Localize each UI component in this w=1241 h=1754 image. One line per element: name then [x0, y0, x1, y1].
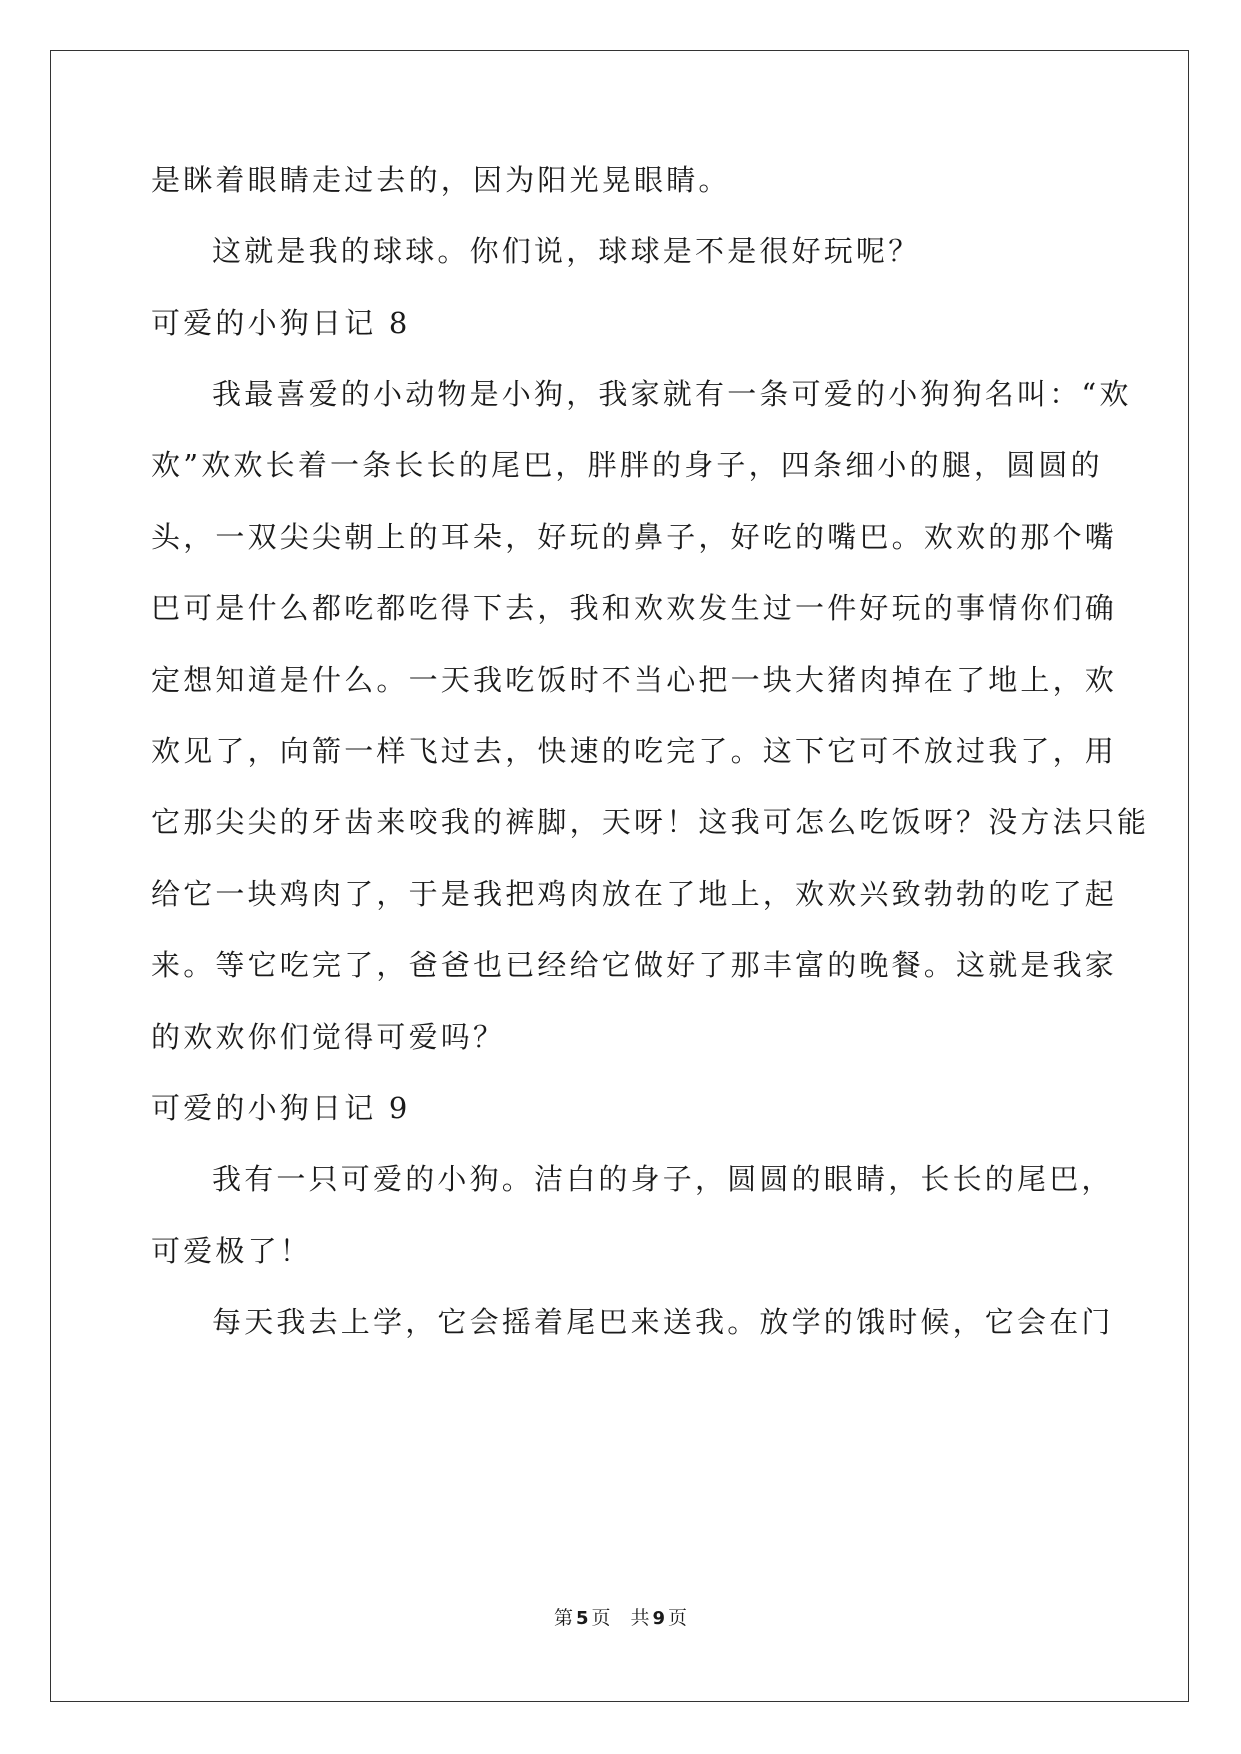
total-pages: 9 [652, 1608, 666, 1629]
text-line: 它那尖尖的牙齿来咬我的裤脚，天呀！这我可怎么吃饭呀？没方法只能 [151, 805, 1150, 839]
total-prefix: 共 [630, 1607, 650, 1629]
total-suffix: 页 [668, 1607, 688, 1629]
section-heading: 可爱的小狗日记 9 [151, 1091, 411, 1125]
text-line: 每天我去上学，它会摇着尾巴来送我。放学的饿时候，它会在门 [212, 1305, 1114, 1339]
text-line: 定想知道是什么。一天我吃饭时不当心把一块大猪肉掉在了地上，欢 [151, 663, 1118, 697]
text-line: 给它一块鸡肉了，于是我把鸡肉放在了地上，欢欢兴致勃勃的吃了起 [151, 877, 1118, 911]
text-line: 可爱极了！ [151, 1234, 313, 1268]
text-line: 欢见了，向箭一样飞过去，快速的吃完了。这下它可不放过我了，用 [151, 734, 1118, 768]
section-heading: 可爱的小狗日记 8 [151, 306, 411, 340]
text-line: 来。等它吃完了，爸爸也已经给它做好了那丰富的晚餐。这就是我家 [151, 948, 1118, 982]
text-line: 巴可是什么都吃都吃得下去，我和欢欢发生过一件好玩的事情你们确 [151, 591, 1118, 625]
text-line: 这就是我的球球。你们说，球球是不是很好玩呢？ [212, 234, 921, 268]
page-prefix: 第 [553, 1607, 573, 1629]
text-line: 头，一双尖尖朝上的耳朵，好玩的鼻子，好吃的嘴巴。欢欢的那个嘴 [151, 520, 1118, 554]
text-line: 的欢欢你们觉得可爱吗？ [151, 1020, 506, 1054]
page-suffix: 页 [591, 1607, 611, 1629]
text-line: 我有一只可爱的小狗。洁白的身子，圆圆的眼睛，长长的尾巴， [212, 1162, 1114, 1196]
text-line: 是眯着眼睛走过去的，因为阳光晃眼睛。 [151, 163, 731, 197]
text-line: 我最喜爱的小动物是小狗，我家就有一条可爱的小狗狗名叫：“欢 [212, 377, 1132, 411]
text-line: 欢”欢欢长着一条长长的尾巴，胖胖的身子，四条细小的腿，圆圆的 [151, 448, 1103, 482]
page-footer [0, 1603, 1241, 1630]
page-number: 5 [575, 1608, 589, 1629]
